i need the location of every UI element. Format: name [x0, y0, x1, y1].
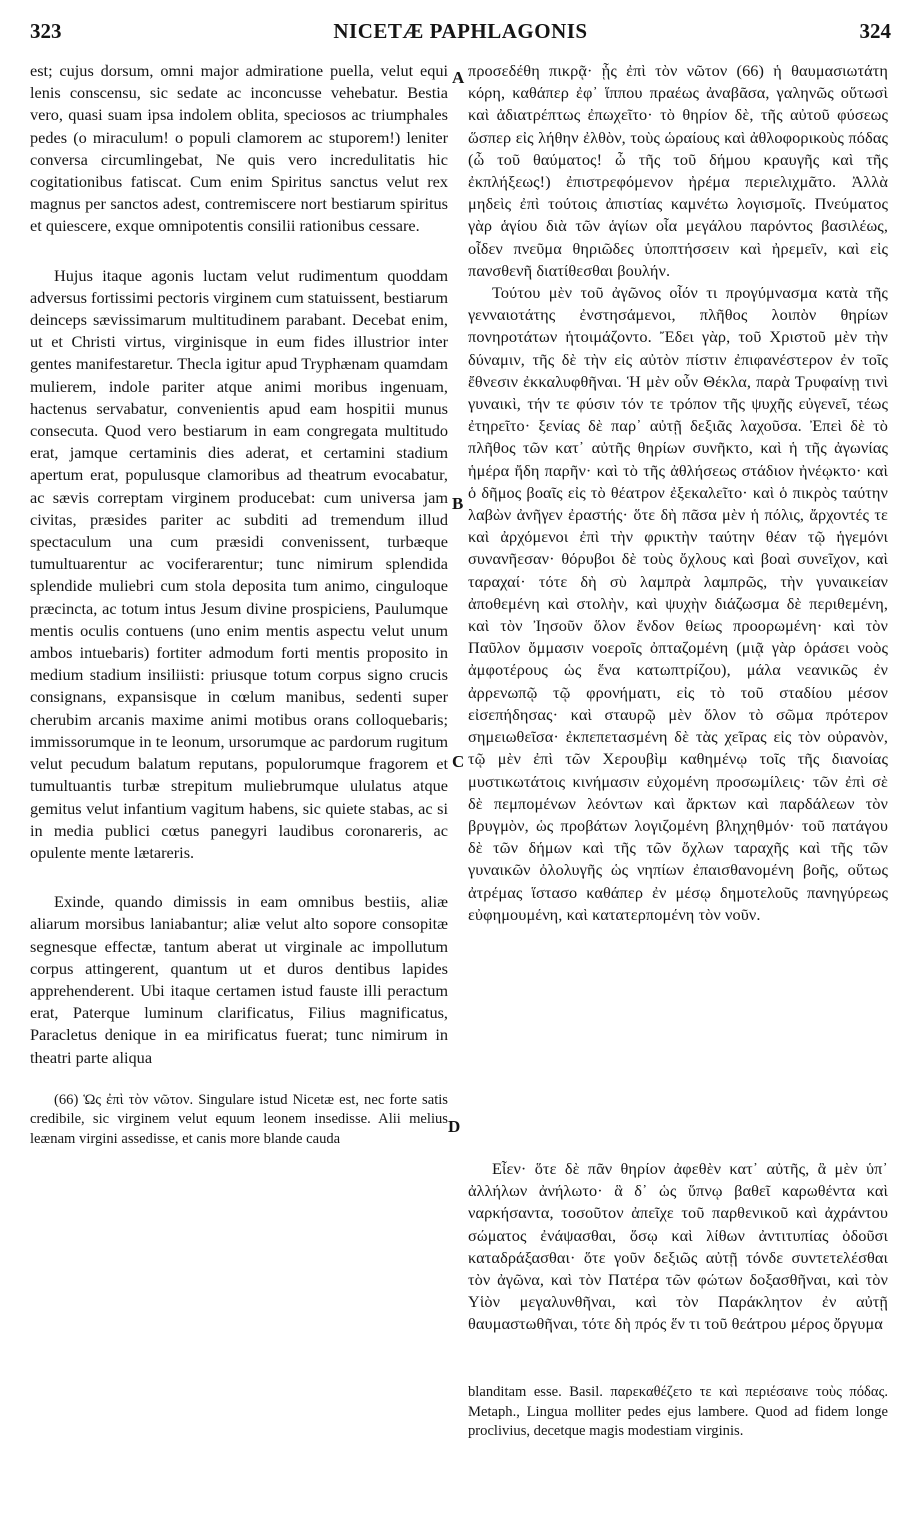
greek-column-lower: [468, 1158, 888, 1336]
running-header: [30, 12, 891, 50]
latin-paragraph-1: est; cujus dorsum, omni major admiratione puella, velut equi lenis conscensu, sic sedate ac inconcusse vehebatur. Bestia vero, quasi suam ipsa indolem oblita, speciosos ac triumphales pedes (o miraculum! o populi clamorem ac stuporem!) leniter conversa circumlingebat, Ne quis vero incredulitatis hic cogitationibus fatiscat. Cum enim Spiritus sanctus velut rex magnus per sanctos adest, contremiscere nort bestiarum spiritus et quiescere, exque omnipotentis consilii rationibus cessare.: [30, 61, 448, 236]
greek-column: [468, 60, 888, 926]
latin-paragraph-2: Hujus itaque agonis luctam velut rudimentum quoddam adversus fortissimi pectoris virginem cum statuissent, bestiarum deinceps sævissimarum multitudinem parabant. Decebat enim, ut et Christi virtus, virginisque in eum fides illustrior inter gentes manifestaretur. Thecla igitur apud Tryphænam quamdam mulierem, indole pariter atque animi moribus ingenuam, hactenus servabatur, convenientis apud eam hospitii munus consecuta. Quod vero bestiarum in eam congregata multitudo erat, jamque certaminis dies aderat, et certamini stadium apertum erat, populusque clamoribus ad theatrum evocabatur, ac sævis correptam virginem producebat: cum universa jam civitas, præsides pariter ac subditi ad tremendum illud spectaculum una cum præsidi convenissent, turbæque tumultuarentur ac vociferarentur; tunc nimirum splendida splendide muliebri cum stola deposita tum animo, cinguloque præcincta, ac totum intus Jesum divine prospiciens, Paulumque mentis oculis contuens (uno enim mentis aspectu velut unum ambos intuebaris) fortiter admodum forti mentis proposito in medium stadium insiliisti: priusque totum corpus signo crucis consignans, expansisque in cœlum manibus, sedenti super cherubim arcanis maxime animi motibus orans colloquebaris; immissorumque in te leonum, ursorumque ac pardorum rugitum velut pecudum balatum reputans, populorumque fragorem et tumultuantis turbæ strepitum muliebrumque ululatus atque gemitus velut infantium vagitum habens, sic quiete stabas, ac si in media publici cœtus panegyri laudibus coronareris, ac opulente mente lætareris.: [30, 265, 448, 862]
margin-marker-a: A: [452, 68, 465, 87]
greek-footnote-column: [468, 1383, 888, 1442]
left-page-number: 323: [30, 18, 62, 43]
margin-marker-b: B: [452, 494, 464, 513]
latin-paragraph-3: Exinde, quando dimissis in eam omnibus bestiis, aliæ aliarum morsibus laniabantur; aliæ velut alto sopore consopitæ segnesque effectæ, tantum aberat ut virginale ac impollutum corpus attingerent, quantum ut et duros dentibus lapides apprehenderent. Ubi itaque certamen istud fauste illi peractum erat, Paterque luminum clarificatus, Filius magnificatus, Paracletus denique in ea mirificatus fuerat; tunc nimirum in theatri parte aliqua: [30, 892, 448, 1067]
margin-marker-c: C: [452, 752, 465, 771]
greek-paragraph-3: Εἶεν· ὅτε δὲ πᾶν θηρίον ἀφεθὲν κατ᾽ αὐτῆς, ἃ μὲν ὑπ᾽ ἀλλήλων ἀνήλωτο· ἃ δ᾽ ὡς ὕπνῳ βαθεῖ καρωθέντα καὶ ναρκήσαντα, τοσοῦτον ἀπεῖχε τοῦ παρθενικοῦ καὶ ἀχράντου σώματος ἐνάψασθαι, ὅσῳ καὶ λίθων ἀντιτυπίας ὀδοῦσι καταδράξασθαι· ὅτε γοῦν δεξιῶς αὐτῇ τόνδε συντετελέσθαι τὸν ἀγῶνα, καὶ τὸν Πατέρα τῶν φώτων δοξασθῆναι, καὶ τὸν Υἱὸν μεγαλυνθῆναι, καὶ τὸν Παράκλητον ἐν αὐτῇ θαυμαστωθῆναι, τότε δὴ πρός ἕν τι τοῦ θεάτρου μέρος ὄργυμα: [468, 1159, 888, 1334]
latin-footnote: (66) Ὡς ἐπὶ τὸν νῶτον. Singulare istud Nicetæ est, nec forte satis credibile, sic virginem velut equum leonem insedisse. Alii melius leænam virgini assedisse, et canis more blande cauda: [30, 1091, 448, 1147]
latin-column: [30, 60, 448, 1149]
margin-marker-d: D: [448, 1117, 461, 1136]
running-title: NICETÆ PAPHLAGONIS: [333, 18, 588, 43]
greek-paragraph-1: προσεδέθη πικρᾷ· ᾗς ἐπὶ τὸν νῶτον (66) ἡ θαυμασιωτάτη κόρη, καθάπερ ἐφ᾽ ἵππου πραέως ἀναβᾶσα, γαληνῶς οὕτωσὶ καὶ ἀδιατρέπτως ἐπωχεῖτο· τὸ θηρίον δὲ, τῆς αὐτοῦ φύσεως ὥσπερ εἰς λήθην ἐλθὸν, τοὺς ὡραίους καὶ ἀθλοφορικοὺς πόδας (ὦ τοῦ θαύματος! ὦ τῆς τοῦ δήμου κραυγῆς καὶ τῆς ἐκπλήξεως!) ἐπιστρεφόμενον ἠρέμα περιελιχμᾶτο. Ἀλλὰ μηδεὶς ἐπὶ τούτοις ἀπιστίας καμνέτω λογισμοῖς. Πνεύματος γὰρ ἁγίου διὰ τῶν ἁγίων οἷα μεγάλου παρόντος βασιλέως, οἶδεν πνεῦμα θηριῶδες ὑποπτήσσειν καὶ ἠρεμεῖν, καὶ εἰς πανσθενῆ διατίθεσθαι βουλήν.: [468, 61, 888, 280]
greek-paragraph-2: Τούτου μὲν τοῦ ἀγῶνος οἷόν τι προγύμνασμα κατὰ τῆς γενναιοτάτης ἐνστησάμενοι, πλῆθος λοιπὸν θηρίων πονηροτάτων ἡτοιμάζοντο. Ἔδει γὰρ, τοῦ Χριστοῦ μὲν τὴν δύναμιν, τῆς δὲ τὴν εἰς αὐτὸν πίστιν ἐπιφανέστερον ἐν τοῖς ἔθνεσιν ἐκκαλυφθῆναι. Ἡ μὲν οὖν Θέκλα, παρὰ Τρυφαίνῃ τινὶ γυναικὶ, τήν τε φύσιν τόν τε τρόπον τῆς ψυχῆς εὐγενεῖ, τέως ἐτηρεῖτο· ξενίας δὲ παρ᾽ αὐτῇ δεξιᾶς λαχοῦσα. Ἐπεὶ δὲ τὸ πλῆθος τῶν κατ᾽ αὐτῆς θηρίων συνῆκτο, καὶ ἡ τῆς ἀγωνίας ἡμέρα ἤδη παρῆν· καὶ τὸ τῆς ἀθλήσεως στάδιον ἠνέῳκτο· καὶ ὁ δῆμος βοαῖς εἰς τὸ θέατρον ἐξεκαλεῖτο· καὶ ὁ πικρὸς ταύτην λαβὼν ἀνῆγεν ἐραστής· ὅτε δὴ πᾶσα μὲν ἡ πόλις, ἄρχοντές τε καὶ ἀρχόμενοι ἐπὶ τὴν φρικτὴν ταύτην θέαν τῷ ἡγεμόνι συνανῆεσαν· θόρυβοι δὲ τοὺς ὄχλους καὶ βοαὶ συνεῖχον, καὶ ταραχαί· τότε δὴ σὺ λαμπρὰ λαμπρῶς, τὴν γυναικείαν ἀποθεμένη καὶ στολὴν, καὶ ψυχὴν διάζωσμα δὲ περιθεμένη, καὶ τὸν Ἰησοῦν ὅλον ἔνδον θείως προορωμένη· καὶ τὸν Παῦλον ὄμμασιν νοεροῖς ὀπταζομένη (μιᾷ γὰρ ὁράσει νοὸς ἀμφοτέρους ὡς ἕνα κατωπτρίζου), μάλα νεανικῶς ἐν ἀρρενωπῷ τῷ φρονήματι, εἰς τὸ τοῦ σταδίου μέσον εἰσεπήδησας· καὶ σταυρῷ μὲν ὅλον τὸ σῶμα πρότερον σημειωθεῖσα· ἐκπεπετασμένη δὲ τὰς χεῖρας εἰς τὸν οὐρανὸν, τῷ μὲν ἐπὶ τῶν Χερουβὶμ καθημένῳ τοῖς τῆς διανοίας μυστικωτάτοις κινήμασιν εὐχομένη προσωμίλεις· τῶν ἐπὶ σὲ δὲ πεμπομένων λεόντων καὶ ἄρκτων καὶ παρδάλεων τὸν βρυγμὸν, ὡς προβάτων λογιζομένη βληχηθμόν· τοῦ πατάγου δὲ τῶν δήμων καὶ τῆς τῶν ὄχλων ταραχῆς καὶ τῆς τῶν γυναικῶν ὀλολυγῆς ὡς νηπίων ἐπαισθανομένη βοῆς, οὕτως ἀτρέμας ἵστασο καθάπερ ἐν μέσῳ δημοτελοῦς πανηγύρεως εὐφημουμένη, καὶ κατατερπομένη τὸν νοῦν.: [468, 283, 888, 924]
right-page-number: 324: [859, 18, 891, 43]
footnote-continuation: blanditam esse. Basil. παρεκαθέζετο τε καὶ περιέσαινε τοὺς πόδας. Metaph., Lingua molliter pedes ejus lambere. Quod ad fidem longe proclivius, decetque magis modestiam virginis.: [468, 1384, 888, 1439]
